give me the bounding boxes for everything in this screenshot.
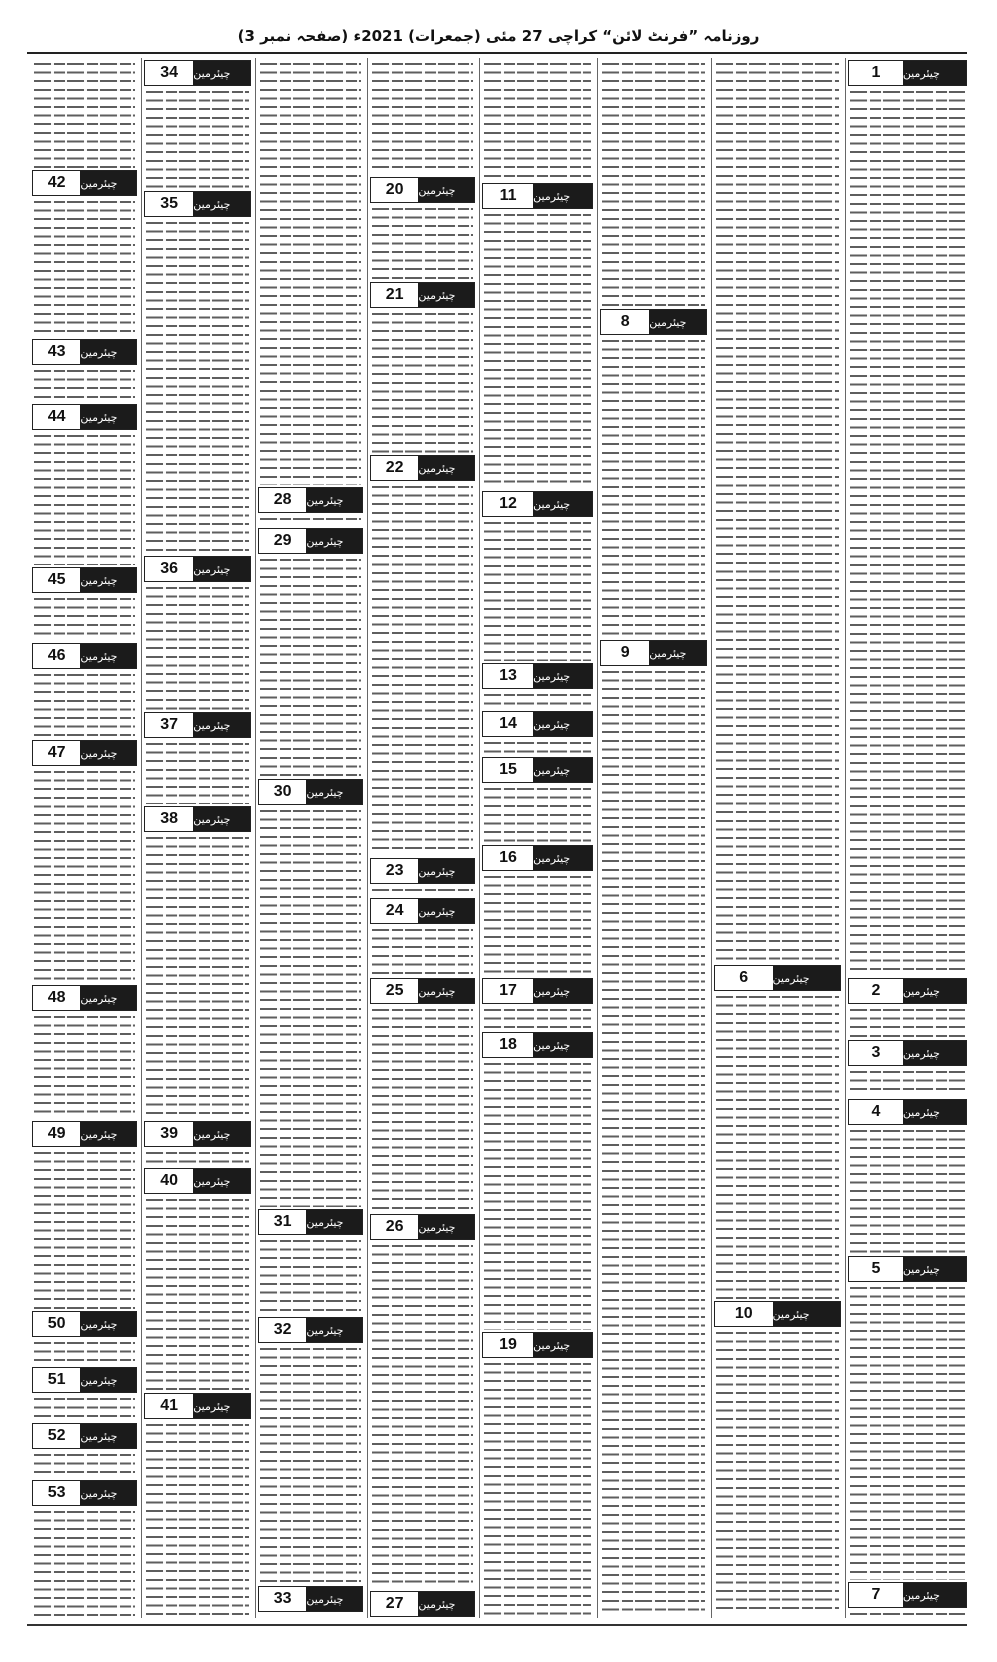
notice-header	[600, 640, 707, 666]
column-2	[712, 58, 843, 1618]
notice-label: چیئرمین	[193, 1169, 250, 1193]
notice-body-text	[372, 205, 473, 280]
notice-header	[848, 1256, 967, 1282]
notice-label: چیئرمین	[649, 641, 706, 665]
notice-body-text	[146, 1196, 249, 1391]
notice-header	[144, 1121, 251, 1147]
notice-body-text	[34, 60, 135, 168]
notice-label: چیئرمین	[649, 310, 706, 334]
notice-number: 24	[371, 899, 418, 923]
notice-header	[370, 177, 475, 203]
column-separator	[479, 58, 480, 1618]
notice-label: چیئرمین	[80, 568, 136, 592]
notice-header	[482, 1032, 593, 1058]
notice-header	[32, 339, 137, 365]
notice-header	[482, 845, 593, 871]
notice-header	[258, 779, 363, 805]
notice-label: چیئرمین	[193, 1122, 250, 1146]
top-rule	[27, 52, 967, 54]
notice-label: چیئرمین	[306, 488, 362, 512]
notice-header	[848, 60, 967, 86]
notice-body-text	[850, 1006, 965, 1038]
notice-label: چیئرمین	[80, 340, 136, 364]
notice-body-text	[484, 1006, 591, 1030]
notice-label: چیئرمین	[193, 713, 250, 737]
notice-header	[144, 191, 251, 217]
notice-number: 50	[33, 1312, 80, 1336]
notice-label: چیئرمین	[80, 741, 136, 765]
column-separator	[597, 58, 598, 1618]
notice-body-text	[716, 1329, 839, 1616]
notice-header	[848, 1099, 967, 1125]
notice-header	[258, 1209, 363, 1235]
notice-label: چیئرمین	[193, 1394, 250, 1418]
notice-label: چیئرمین	[533, 1333, 592, 1357]
bottom-rule	[27, 1624, 967, 1626]
notice-body-text	[146, 834, 249, 1119]
notice-number: 29	[259, 529, 306, 553]
notice-number: 1	[849, 61, 903, 85]
column-separator	[367, 58, 368, 1618]
notice-number: 44	[33, 405, 80, 429]
notice-header	[32, 1367, 137, 1393]
notice-body-text	[372, 886, 473, 896]
notice-body-text	[484, 739, 591, 755]
notice-header	[482, 183, 593, 209]
notice-label: چیئرمین	[418, 859, 474, 883]
column-6	[256, 58, 365, 1618]
notice-number: 16	[483, 846, 533, 870]
notice-number: 6	[715, 966, 773, 990]
column-separator	[711, 58, 712, 1618]
notice-body-text	[34, 768, 135, 983]
notice-number: 14	[483, 712, 533, 736]
notice-header	[370, 455, 475, 481]
notice-number: 20	[371, 178, 418, 202]
notice-label: چیئرمین	[533, 1033, 592, 1057]
notice-number: 13	[483, 664, 533, 688]
notice-header	[258, 1317, 363, 1343]
notice-header	[482, 757, 593, 783]
notice-body-text	[850, 88, 965, 976]
notice-number: 49	[33, 1122, 80, 1146]
notice-label: چیئرمین	[773, 1302, 841, 1326]
notice-number: 45	[33, 568, 80, 592]
notice-header	[258, 1586, 363, 1612]
notice-number: 10	[715, 1302, 773, 1326]
notice-number: 9	[601, 641, 649, 665]
notice-number: 38	[145, 807, 193, 831]
notice-number: 18	[483, 1033, 533, 1057]
notice-header	[144, 556, 251, 582]
notice-label: چیئرمین	[193, 807, 250, 831]
masthead-text: روزنامہ ”فرنٹ لائن“ کراچی 27 مئی (جمعرات) 2021ء (صفحہ نمبر 3)	[237, 27, 760, 45]
notice-label: چیئرمین	[80, 1368, 136, 1392]
notice-label: چیئرمین	[80, 171, 136, 195]
notice-body-text	[34, 595, 135, 641]
notice-header	[370, 282, 475, 308]
notice-body-text	[146, 740, 249, 804]
notice-number: 22	[371, 456, 418, 480]
notice-body-text	[260, 1345, 361, 1584]
notice-label: چیئرمین	[418, 178, 474, 202]
column-4	[480, 58, 595, 1618]
notice-label: چیئرمین	[418, 979, 474, 1003]
notice-label: چیئرمین	[193, 192, 250, 216]
notice-body-text	[34, 367, 135, 402]
notice-number: 46	[33, 644, 80, 668]
notice-body-text	[484, 60, 591, 181]
notice-label: چیئرمین	[903, 1583, 966, 1607]
notice-body-text	[602, 60, 705, 307]
notice-label: چیئرمین	[80, 1312, 136, 1336]
notice-number: 17	[483, 979, 533, 1003]
notice-number: 33	[259, 1587, 306, 1611]
notice-number: 26	[371, 1215, 418, 1239]
notice-body-text	[372, 310, 473, 453]
notice-header	[32, 985, 137, 1011]
notice-label: چیئرمین	[903, 61, 966, 85]
notice-number: 5	[849, 1257, 903, 1281]
notice-body-text	[34, 432, 135, 565]
notice-body-text	[602, 668, 705, 1616]
notice-header	[258, 528, 363, 554]
notice-body-text	[716, 60, 839, 963]
notice-body-text	[34, 1508, 135, 1616]
notice-number: 2	[849, 979, 903, 1003]
notice-label: چیئرمین	[80, 1122, 136, 1146]
column-separator	[255, 58, 256, 1618]
notice-label: چیئرمین	[418, 1215, 474, 1239]
masthead	[0, 22, 997, 50]
notice-number: 40	[145, 1169, 193, 1193]
notice-label: چیئرمین	[193, 61, 250, 85]
column-1	[846, 58, 969, 1618]
notice-body-text	[484, 691, 591, 709]
notice-label: چیئرمین	[533, 846, 592, 870]
notice-number: 11	[483, 184, 533, 208]
notice-label: چیئرمین	[306, 1587, 362, 1611]
notice-body-text	[146, 584, 249, 710]
notice-number: 37	[145, 713, 193, 737]
notice-number: 21	[371, 283, 418, 307]
notice-number: 30	[259, 780, 306, 804]
notice-number: 31	[259, 1210, 306, 1234]
notice-body-text	[372, 1242, 473, 1589]
notice-number: 51	[33, 1368, 80, 1392]
notice-number: 8	[601, 310, 649, 334]
notice-body-text	[850, 1127, 965, 1254]
column-separator	[845, 58, 846, 1618]
notice-body-text	[372, 60, 473, 175]
notice-header	[482, 978, 593, 1004]
notice-label: چیئرمین	[533, 979, 592, 1003]
notice-body-text	[484, 211, 591, 489]
notice-body-text	[484, 873, 591, 976]
notice-number: 27	[371, 1592, 418, 1616]
notice-label: چیئرمین	[533, 758, 592, 782]
notice-body-text	[484, 519, 591, 661]
notice-header	[714, 965, 841, 991]
notice-body-text	[372, 483, 473, 856]
notice-number: 28	[259, 488, 306, 512]
notice-header	[370, 978, 475, 1004]
notice-header	[32, 643, 137, 669]
notice-body-text	[260, 515, 361, 526]
column-8	[30, 58, 139, 1618]
notice-header	[600, 309, 707, 335]
notice-header	[144, 712, 251, 738]
notice-label: چیئرمین	[533, 492, 592, 516]
notice-label: چیئرمین	[80, 1481, 136, 1505]
notice-number: 47	[33, 741, 80, 765]
notice-header	[482, 491, 593, 517]
notice-header	[482, 711, 593, 737]
notice-header	[32, 1121, 137, 1147]
notice-number: 36	[145, 557, 193, 581]
column-7	[142, 58, 253, 1618]
notice-number: 23	[371, 859, 418, 883]
column-3	[598, 58, 709, 1618]
notice-body-text	[34, 1013, 135, 1119]
notice-header	[370, 1214, 475, 1240]
notice-header	[32, 567, 137, 593]
notice-body-text	[34, 198, 135, 337]
notice-body-text	[146, 1149, 249, 1166]
notice-body-text	[850, 1284, 965, 1580]
notice-label: چیئرمین	[80, 644, 136, 668]
notice-label: چیئرمین	[80, 1424, 136, 1448]
notice-header	[32, 1311, 137, 1337]
notice-label: چیئرمین	[306, 529, 362, 553]
notice-number: 12	[483, 492, 533, 516]
notice-body-text	[34, 1339, 135, 1365]
notice-number: 4	[849, 1100, 903, 1124]
notice-header	[32, 1480, 137, 1506]
notice-number: 52	[33, 1424, 80, 1448]
notice-number: 34	[145, 61, 193, 85]
column-5	[368, 58, 477, 1618]
notice-body-text	[716, 993, 839, 1299]
notice-header	[848, 978, 967, 1004]
notice-label: چیئرمین	[306, 1318, 362, 1342]
notice-number: 43	[33, 340, 80, 364]
notice-header	[848, 1040, 967, 1066]
notice-header	[370, 858, 475, 884]
notice-body-text	[260, 556, 361, 777]
notice-number: 19	[483, 1333, 533, 1357]
notice-number: 32	[259, 1318, 306, 1342]
notice-body-text	[34, 671, 135, 738]
notice-body-text	[260, 807, 361, 1207]
notice-label: چیئرمین	[418, 899, 474, 923]
notice-number: 53	[33, 1481, 80, 1505]
notice-number: 15	[483, 758, 533, 782]
notice-header	[144, 60, 251, 86]
notice-body-text	[146, 219, 249, 554]
notice-label: چیئرمین	[903, 1100, 966, 1124]
notice-label: چیئرمین	[903, 1041, 966, 1065]
notice-header	[144, 1393, 251, 1419]
notice-label: چیئرمین	[80, 405, 136, 429]
notice-header	[32, 170, 137, 196]
notice-header	[848, 1582, 967, 1608]
notice-header	[144, 1168, 251, 1194]
notice-header	[32, 404, 137, 430]
notice-body-text	[34, 1395, 135, 1421]
notice-label: چیئرمین	[418, 1592, 474, 1616]
notice-label: چیئرمین	[418, 456, 474, 480]
notice-body-text	[372, 1006, 473, 1212]
notice-body-text	[484, 1360, 591, 1616]
notice-header	[144, 806, 251, 832]
notice-label: چیئرمین	[306, 780, 362, 804]
notice-label: چیئرمین	[418, 283, 474, 307]
notice-body-text	[602, 337, 705, 638]
notice-header	[32, 1423, 137, 1449]
notice-body-text	[372, 926, 473, 976]
notice-body-text	[850, 1068, 965, 1097]
notice-header	[714, 1301, 841, 1327]
notice-number: 42	[33, 171, 80, 195]
notice-number: 7	[849, 1583, 903, 1607]
notice-label: چیئرمین	[306, 1210, 362, 1234]
notice-body-text	[146, 1421, 249, 1616]
notice-body-text	[484, 1060, 591, 1330]
notice-body-text	[484, 785, 591, 843]
notice-body-text	[34, 1149, 135, 1309]
notice-header	[258, 487, 363, 513]
notice-label: چیئرمین	[773, 966, 841, 990]
notice-number: 3	[849, 1041, 903, 1065]
notice-label: چیئرمین	[533, 712, 592, 736]
notice-number: 25	[371, 979, 418, 1003]
notice-number: 48	[33, 986, 80, 1010]
notice-header	[482, 1332, 593, 1358]
notice-label: چیئرمین	[533, 184, 592, 208]
notice-label: چیئرمین	[533, 664, 592, 688]
notice-label: چیئرمین	[903, 1257, 966, 1281]
notice-header	[370, 1591, 475, 1617]
notice-label: چیئرمین	[193, 557, 250, 581]
notice-number: 39	[145, 1122, 193, 1146]
notice-number: 41	[145, 1394, 193, 1418]
notice-header	[32, 740, 137, 766]
notice-body-text	[146, 88, 249, 189]
notice-label: چیئرمین	[903, 979, 966, 1003]
notice-header	[482, 663, 593, 689]
notice-body-text	[850, 1610, 965, 1616]
notice-number: 35	[145, 192, 193, 216]
notice-body-text	[34, 1451, 135, 1478]
column-separator	[141, 58, 142, 1618]
notice-body-text	[260, 60, 361, 485]
notice-label: چیئرمین	[80, 986, 136, 1010]
notice-header	[370, 898, 475, 924]
notice-body-text	[260, 1237, 361, 1315]
